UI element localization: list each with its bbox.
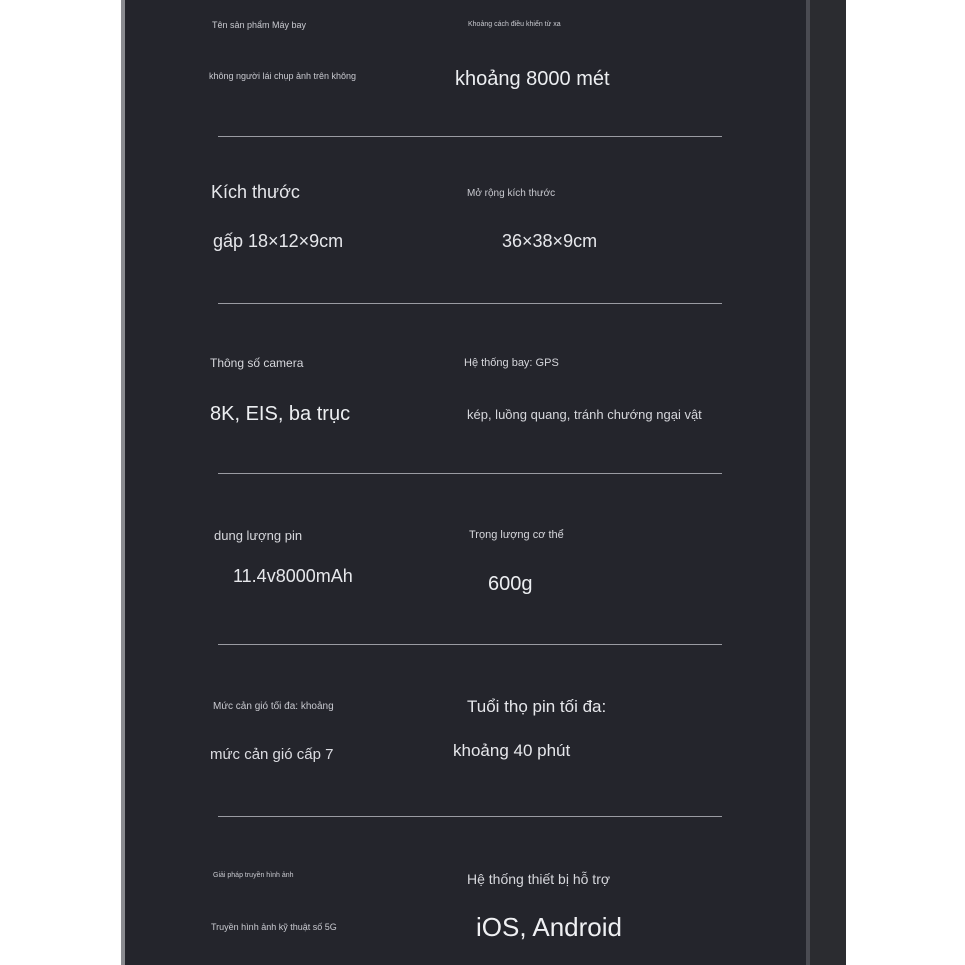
- supported-devices-label: Hệ thống thiết bị hỗ trợ: [467, 871, 611, 887]
- camera-value: 8K, EIS, ba trục: [210, 403, 351, 425]
- row-divider: [218, 136, 722, 137]
- row-divider: [218, 473, 722, 474]
- row-divider: [218, 816, 722, 817]
- remote-range-value: khoảng 8000 mét: [455, 68, 610, 90]
- image-transmission-value: Truyền hình ảnh kỹ thuật số 5G: [211, 922, 337, 932]
- expanded-size-label: Mở rộng kích thước: [467, 188, 556, 199]
- weight-label: Trọng lượng cơ thể: [469, 529, 564, 541]
- wind-resistance-label: Mức cản gió tối đa: khoảng: [213, 701, 334, 712]
- wind-resistance-value: mức cản gió cấp 7: [210, 746, 334, 763]
- left-margin: [0, 0, 121, 965]
- right-margin: [846, 0, 965, 965]
- product-name-label: Tên sản phẩm Máy bay: [212, 20, 307, 30]
- expanded-size-value: 36×38×9cm: [502, 231, 598, 251]
- battery-value: 11.4v8000mAh: [233, 566, 353, 586]
- size-label: Kích thước: [211, 182, 300, 202]
- battery-life-value: khoảng 40 phút: [453, 741, 571, 760]
- spec-panel: [125, 0, 806, 965]
- right-dark-strip: [810, 0, 846, 965]
- row-divider: [218, 303, 722, 304]
- flight-system-label: Hệ thống bay: GPS: [464, 357, 559, 369]
- product-name-value: không người lái chụp ảnh trên không: [209, 71, 357, 81]
- row-divider: [218, 644, 722, 645]
- weight-value: 600g: [488, 573, 533, 595]
- flight-system-value: kép, luồng quang, tránh chướng ngại vật: [467, 407, 702, 422]
- supported-devices-value: iOS, Android: [476, 912, 622, 942]
- size-folded-value: gấp 18×12×9cm: [213, 231, 344, 251]
- battery-label: dung lượng pin: [214, 528, 303, 543]
- battery-life-label: Tuổi thọ pin tối đa:: [467, 697, 607, 716]
- remote-range-label: Khoảng cách điều khiển từ xa: [468, 21, 561, 28]
- camera-label: Thông số camera: [210, 356, 304, 370]
- image-transmission-label: Giải pháp truyền hình ảnh: [213, 872, 294, 879]
